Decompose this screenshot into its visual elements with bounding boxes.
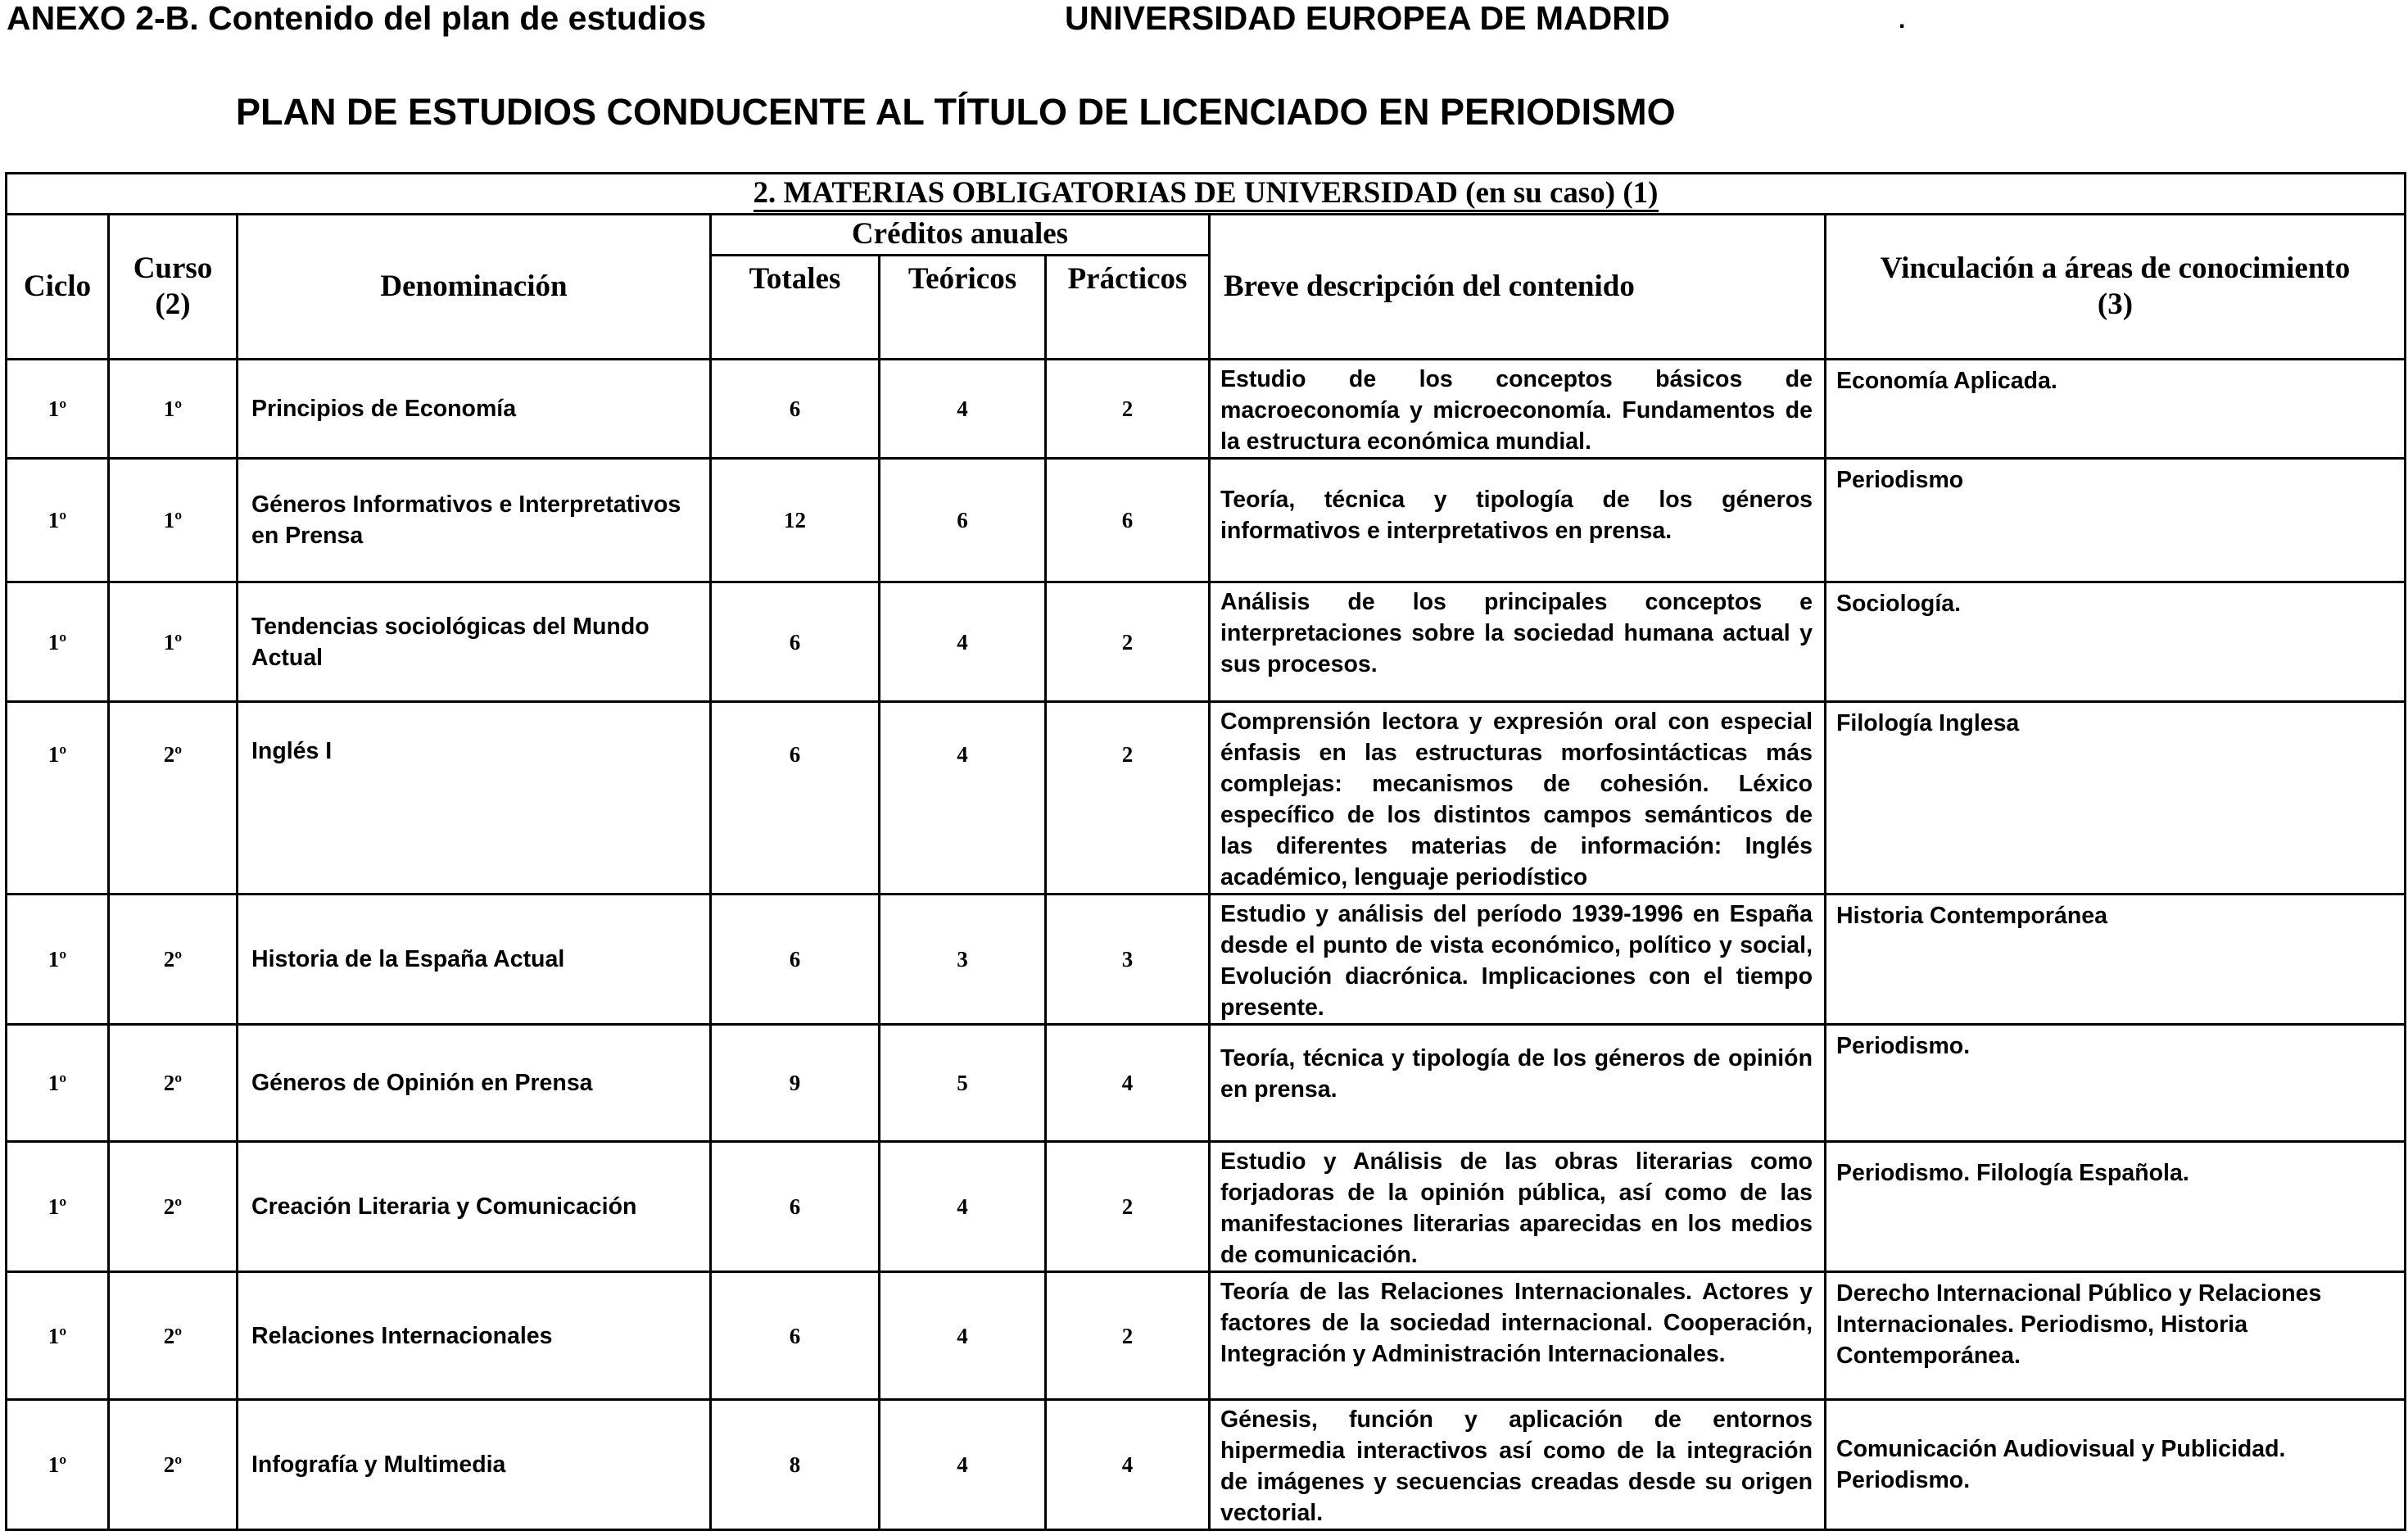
cell-practicos: 2	[1046, 360, 1210, 459]
table-row	[7, 1025, 2406, 1142]
cell-areas: Periodismo.	[1826, 1025, 2406, 1142]
cell-practicos: 2	[1046, 1272, 1210, 1400]
table-row	[7, 895, 2406, 1025]
cell-areas: Derecho Internacional Público y Relaciones Internacionales. Periodismo, Historia Contemporánea.	[1826, 1272, 2406, 1400]
cell-practicos: 2	[1046, 1142, 1210, 1272]
cell-curso: 2º	[109, 1025, 238, 1142]
header-descripcion: Breve descripción del contenido	[1210, 215, 1826, 360]
cell-descripcion: Teoría, técnica y tipología de los géneros informativos e interpretativos en prensa.	[1210, 459, 1826, 582]
page-title: PLAN DE ESTUDIOS CONDUCENTE AL TÍTULO DE LICENCIADO EN PERIODISMO	[236, 91, 1676, 133]
cell-totales: 6	[711, 1142, 880, 1272]
cell-ciclo: 1º	[7, 360, 109, 459]
cell-curso: 2º	[109, 702, 238, 895]
cell-curso: 2º	[109, 1272, 238, 1400]
annex-heading: ANEXO 2-B. Contenido del plan de estudios	[7, 0, 707, 37]
cell-curso: 2º	[109, 1400, 238, 1530]
cell-descripcion: Estudio y Análisis de las obras literarias como forjadoras de la opinión pública, así como de las manifestaciones literarias aparecidas en los medios de comunicación.	[1210, 1142, 1826, 1272]
header-vinculacion-label: Vinculación a áreas de conocimiento	[1880, 251, 2351, 285]
section-title	[7, 174, 2406, 215]
header-curso-label: Curso	[133, 251, 213, 285]
cell-practicos: 3	[1046, 895, 1210, 1025]
cell-descripcion: Teoría, técnica y tipología de los géneros de opinión en prensa.	[1210, 1025, 1826, 1142]
cell-totales: 12	[711, 459, 880, 582]
cell-areas: Sociología.	[1826, 582, 2406, 702]
cell-ciclo: 1º	[7, 1142, 109, 1272]
cell-descripcion: Teoría de las Relaciones Internacionales. Actores y factores de la sociedad internacional. Cooperación, Integración y Administración Internacionales.	[1210, 1272, 1826, 1400]
cell-totales: 6	[711, 1272, 880, 1400]
cell-totales: 6	[711, 895, 880, 1025]
cell-denominacion: Infografía y Multimedia	[238, 1400, 711, 1530]
table-row	[7, 1400, 2406, 1530]
cell-ciclo: 1º	[7, 1272, 109, 1400]
cell-areas: Filología Inglesa	[1826, 702, 2406, 895]
cell-ciclo: 1º	[7, 895, 109, 1025]
cell-denominacion: Relaciones Internacionales	[238, 1272, 711, 1400]
table-row	[7, 702, 2406, 895]
cell-curso: 2º	[109, 1142, 238, 1272]
cell-denominacion: Géneros Informativos e Interpretativos en Prensa	[238, 459, 711, 582]
cell-teoricos: 4	[880, 1400, 1046, 1530]
cell-teoricos: 3	[880, 895, 1046, 1025]
cell-totales: 9	[711, 1025, 880, 1142]
cell-descripcion: Estudio y análisis del período 1939-1996 en España desde el punto de vista económico, político y social, Evolución diacrónica. Implicaciones con el tiempo presente.	[1210, 895, 1826, 1025]
cell-practicos: 4	[1046, 1400, 1210, 1530]
cell-totales: 6	[711, 702, 880, 895]
table-row	[7, 459, 2406, 582]
table-row	[7, 582, 2406, 702]
cell-denominacion: Inglés I	[238, 702, 711, 895]
cell-ciclo: 1º	[7, 582, 109, 702]
cell-curso: 1º	[109, 459, 238, 582]
cell-teoricos: 4	[880, 1142, 1046, 1272]
table-row	[7, 1142, 2406, 1272]
cell-teoricos: 4	[880, 702, 1046, 895]
cell-descripcion: Estudio de los conceptos básicos de macroeconomía y microeconomía. Fundamentos de la estructura económica mundial.	[1210, 360, 1826, 459]
header-curso	[109, 215, 238, 360]
cell-areas: Comunicación Audiovisual y Publicidad. Periodismo.	[1826, 1400, 2406, 1530]
cell-areas: Periodismo. Filología Española.	[1826, 1142, 2406, 1272]
cell-totales: 6	[711, 360, 880, 459]
table-row	[7, 1272, 2406, 1400]
cell-descripcion: Génesis, función y aplicación de entornos hipermedia interactivos así como de la integración de imágenes y secuencias creadas desde su origen vectorial.	[1210, 1400, 1826, 1530]
cell-ciclo: 1º	[7, 459, 109, 582]
cell-areas: Economía Aplicada.	[1826, 360, 2406, 459]
cell-curso: 1º	[109, 360, 238, 459]
header-vinculacion-note: (3)	[2097, 288, 2134, 321]
cell-practicos: 6	[1046, 459, 1210, 582]
cell-totales: 6	[711, 582, 880, 702]
cell-practicos: 2	[1046, 582, 1210, 702]
university-name: UNIVERSIDAD EUROPEA DE MADRID	[1065, 0, 1670, 37]
header-totales: Totales	[711, 256, 880, 360]
header-teoricos: Teóricos	[880, 256, 1046, 360]
cell-denominacion: Creación Literaria y Comunicación	[238, 1142, 711, 1272]
cell-teoricos: 4	[880, 1272, 1046, 1400]
cell-teoricos: 4	[880, 360, 1046, 459]
table-row	[7, 360, 2406, 459]
curriculum-table	[5, 172, 2406, 1531]
cell-practicos: 2	[1046, 702, 1210, 895]
cell-denominacion: Géneros de Opinión en Prensa	[238, 1025, 711, 1142]
header-denominacion: Denominación	[238, 215, 711, 360]
cell-practicos: 4	[1046, 1025, 1210, 1142]
cell-areas: Historia Contemporánea	[1826, 895, 2406, 1025]
cell-ciclo: 1º	[7, 702, 109, 895]
cell-denominacion: Principios de Economía	[238, 360, 711, 459]
section-title-text: 2. MATERIAS OBLIGATORIAS DE UNIVERSIDAD (en su caso) (1)	[754, 176, 1659, 212]
cell-descripcion: Comprensión lectora y expresión oral con especial énfasis en las estructuras morfosintácticas más complejas: mecanismos de cohesión. Léxico específico de los distintos campos semánticos de las diferentes materias de información: Inglés académico, lenguaje periodístico	[1210, 702, 1826, 895]
cell-areas: Periodismo	[1826, 459, 2406, 582]
header-creditos-anuales: Créditos anuales	[711, 215, 1210, 256]
cell-descripcion: Análisis de los principales conceptos e interpretaciones sobre la sociedad humana actual y sus procesos.	[1210, 582, 1826, 702]
header-practicos: Prácticos	[1046, 256, 1210, 360]
cell-teoricos: 5	[880, 1025, 1046, 1142]
header-ciclo: Ciclo	[7, 215, 109, 360]
header-curso-note: (2)	[155, 288, 191, 321]
cell-ciclo: 1º	[7, 1025, 109, 1142]
cell-denominacion: Tendencias sociológicas del Mundo Actual	[238, 582, 711, 702]
cell-curso: 1º	[109, 582, 238, 702]
cell-denominacion: Historia de la España Actual	[238, 895, 711, 1025]
header-vinculacion	[1826, 215, 2406, 360]
cell-ciclo: 1º	[7, 1400, 109, 1530]
cell-teoricos: 4	[880, 582, 1046, 702]
cell-totales: 8	[711, 1400, 880, 1530]
stray-dot: .	[1899, 7, 1906, 34]
cell-curso: 2º	[109, 895, 238, 1025]
cell-teoricos: 6	[880, 459, 1046, 582]
